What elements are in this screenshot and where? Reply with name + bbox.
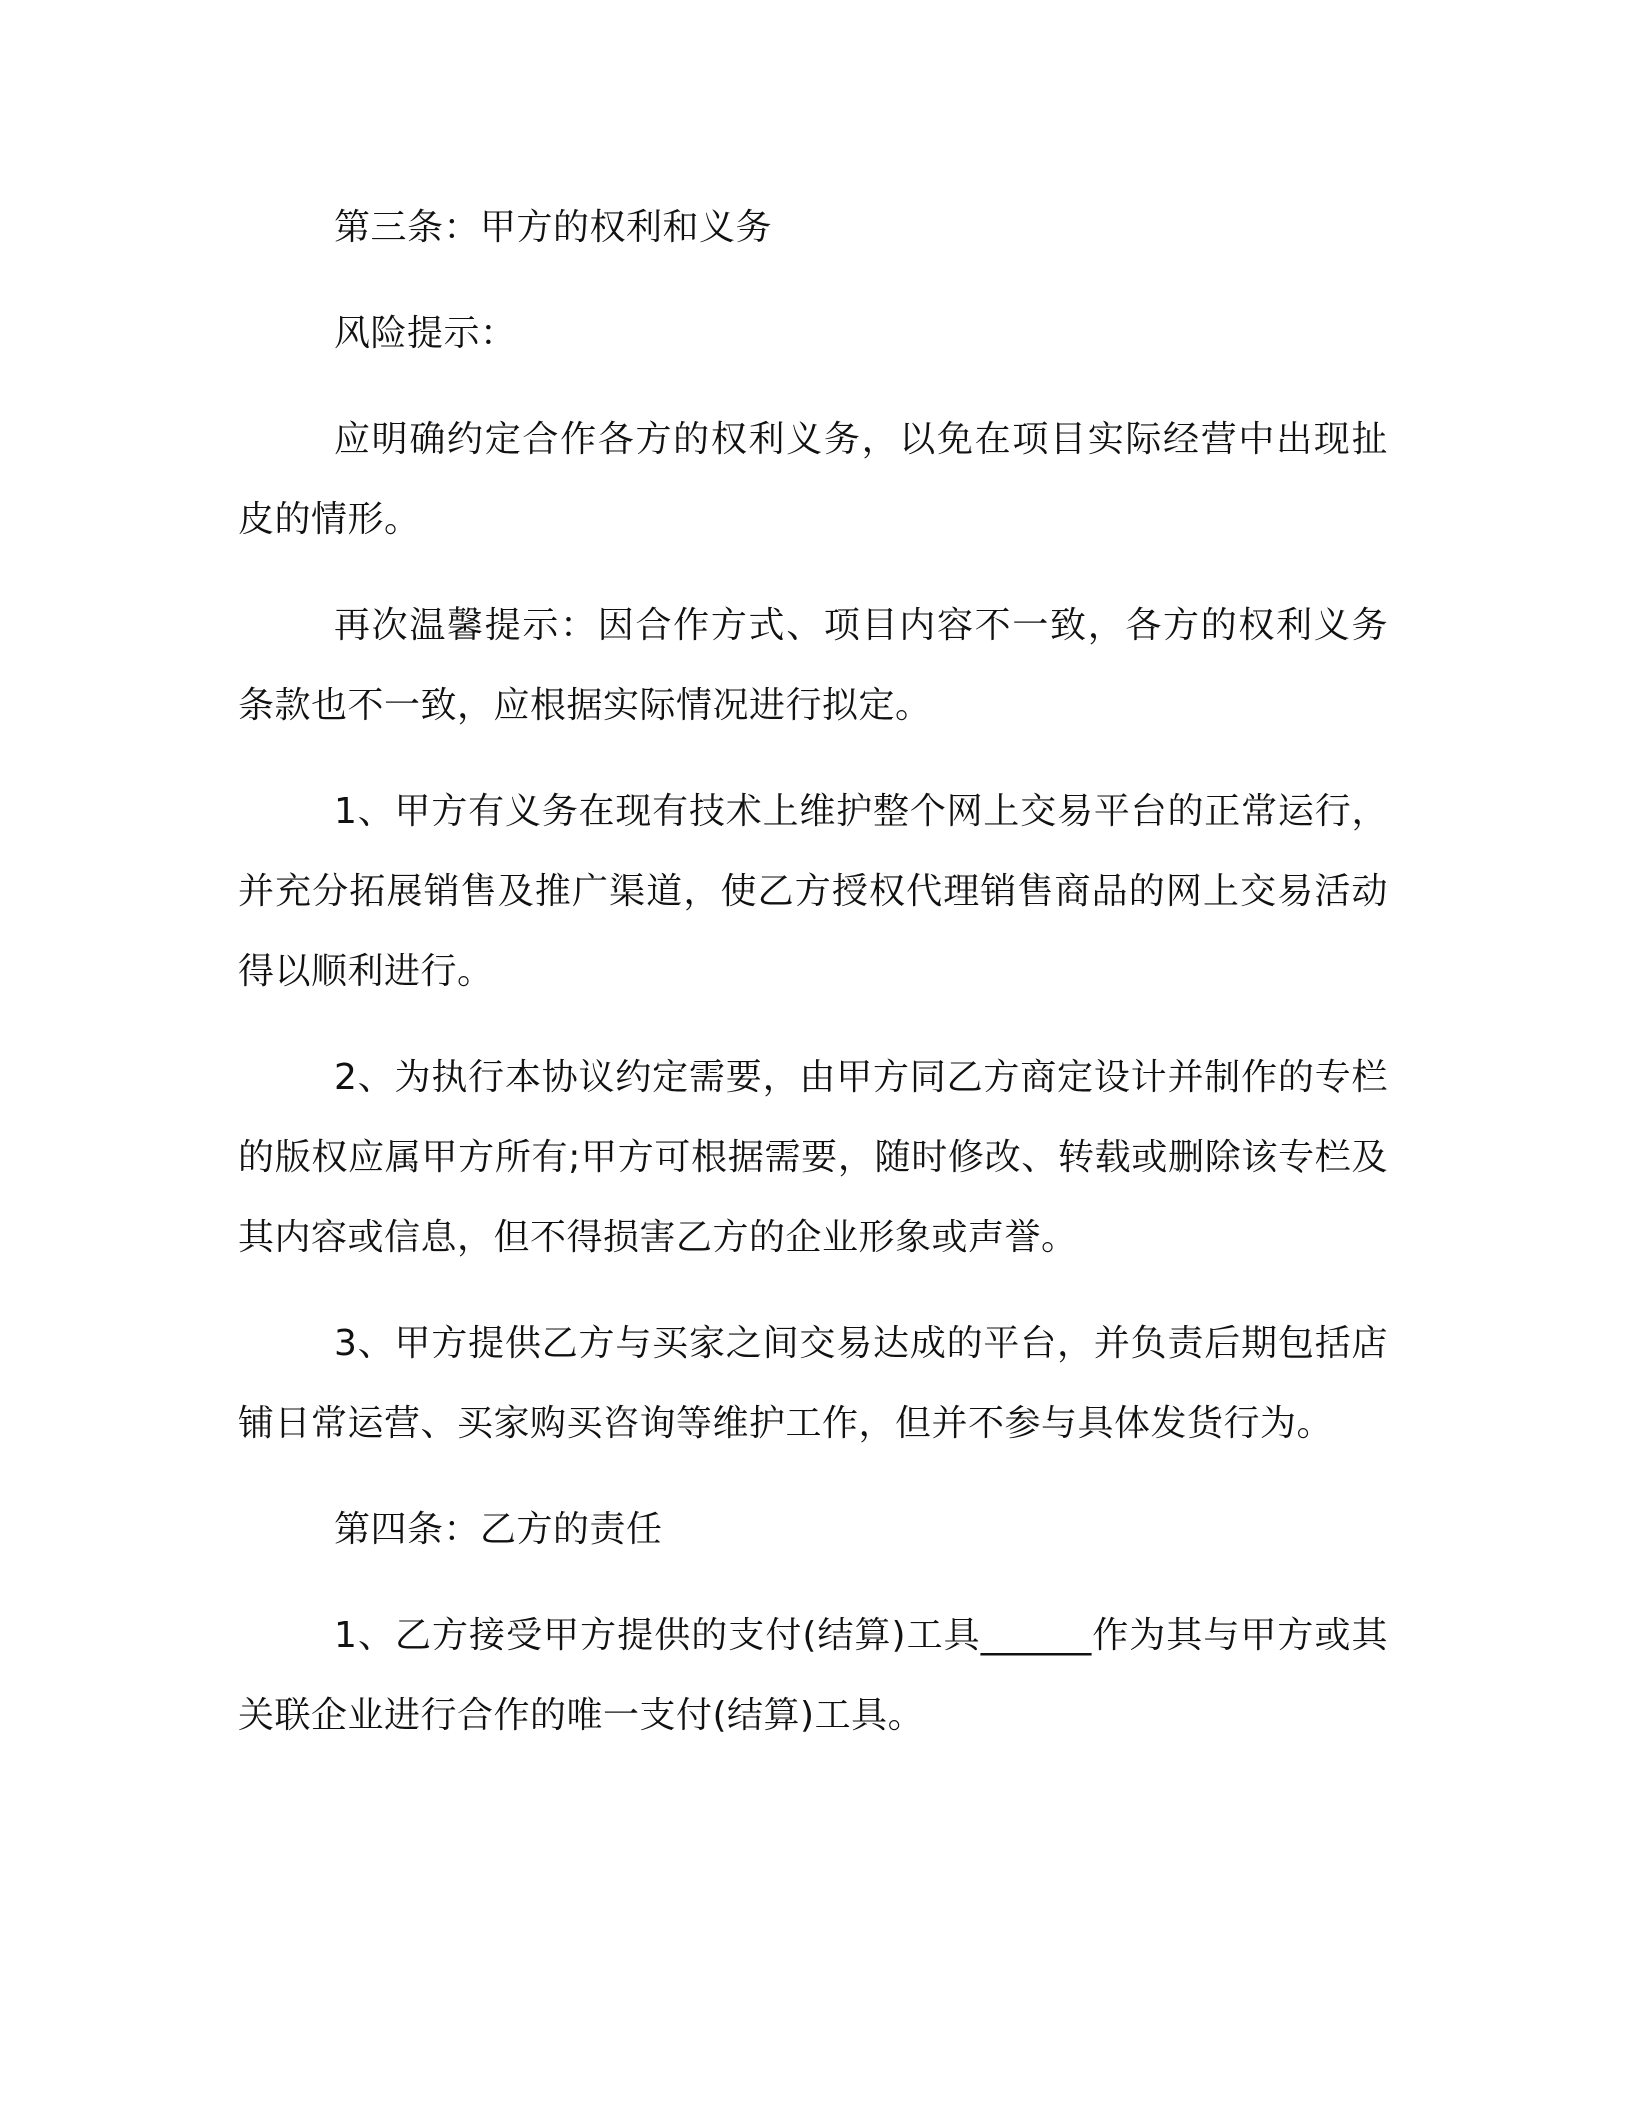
document-body <box>238 188 1388 1782</box>
clause-3-item-1: 1、甲方有义务在现有技术上维护整个网上交易平台的正常运行，并充分拓展销售及推广渠道，使乙方授权代理销售商品的网上交易活动得以顺利进行。 <box>238 791 1388 992</box>
clause-4-item-1: 1、乙方接受甲方提供的支付(结算)工具______作为其与甲方或其关联企业进行合作的唯一支付(结算)工具。 <box>238 1615 1388 1736</box>
section-heading-article-3: 第三条：甲方的权利和义务 <box>334 207 773 248</box>
section-heading-article-4: 第四条：乙方的责任 <box>334 1509 663 1550</box>
reminder-text: 再次温馨提示：因合作方式、项目内容不一致，各方的权利义务条款也不一致，应根据实际情况进行拟定。 <box>238 605 1388 726</box>
clause-3-item-3: 3、甲方提供乙方与买家之间交易达成的平台，并负责后期包括店铺日常运营、买家购买咨询等维护工作，但并不参与具体发货行为。 <box>238 1323 1388 1444</box>
risk-notice-label: 风险提示： <box>334 313 517 354</box>
risk-notice-text: 应明确约定合作各方的权利义务，以免在项目实际经营中出现扯皮的情形。 <box>238 419 1388 540</box>
clause-3-item-2: 2、为执行本协议约定需要，由甲方同乙方商定设计并制作的专栏的版权应属甲方所有;甲方可根据需要，随时修改、转载或删除该专栏及其内容或信息，但不得损害乙方的企业形象或声誉。 <box>238 1057 1388 1258</box>
